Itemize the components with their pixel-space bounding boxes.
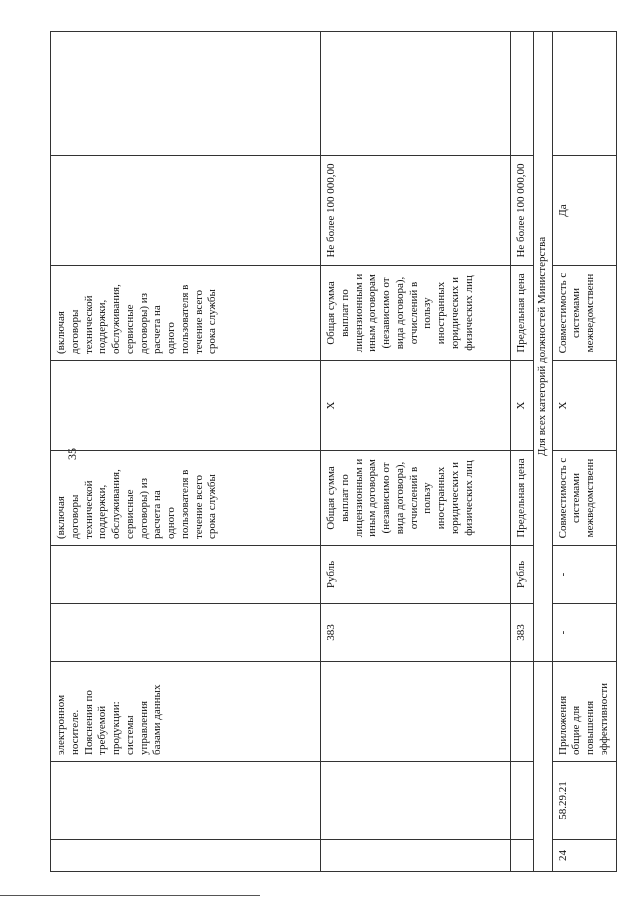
- cell-value: Не более 100 000,00: [511, 156, 534, 266]
- cell-mark: X: [321, 361, 511, 451]
- cell-unit: -: [552, 546, 616, 604]
- cell-mark: X: [552, 361, 616, 451]
- cell-mark: [51, 361, 321, 451]
- requirements-table: [50, 31, 617, 872]
- cell-char2: Предельная цена: [511, 266, 534, 361]
- cell-char: Общая сумма выплат по лицензионным и иным договорам (независимо от вида договора), отчислений в пользу иностранных юридических и физических лиц: [321, 451, 511, 546]
- category-header: Для всех категорий должностей Министерства: [533, 32, 552, 662]
- page-number: 35: [65, 448, 79, 460]
- table-row: [51, 32, 321, 872]
- cell-unit: Рубль: [321, 546, 511, 604]
- cell-value: [51, 156, 321, 266]
- table-row: [511, 32, 534, 872]
- footnote-separator: [0, 895, 260, 896]
- cell-unit: Рубль: [511, 546, 534, 604]
- cell-num: [321, 840, 511, 872]
- cell-code: 383: [321, 604, 511, 662]
- cell-char: Совместимость с системами межведомственн: [552, 451, 616, 546]
- rotated-table-wrapper: [50, 32, 610, 872]
- cell-name: [321, 662, 511, 762]
- cell-char: (включая договоры технической поддержки, обслуживания, сервисные договоры) из расчета на одного пользователя в течение всего срока службы: [51, 451, 321, 546]
- cell-extra: [511, 32, 534, 156]
- cell-num: [51, 840, 321, 872]
- cell-num: 24: [552, 840, 616, 872]
- cell-code: [51, 604, 321, 662]
- cell-extra: [321, 32, 511, 156]
- cell-code: 383: [511, 604, 534, 662]
- cell-name: Приложения общие для повышения эффективности: [552, 662, 616, 762]
- cell-extra: [552, 32, 616, 156]
- cell-name: [511, 662, 534, 762]
- cell-okpd: [321, 762, 511, 840]
- cell-extra: [51, 32, 321, 156]
- cell-okpd: [51, 762, 321, 840]
- table-row: [552, 32, 616, 872]
- cell-char2: (включая договоры технической поддержки, обслуживания, сервисные договоры) из расчета на одного пользователя в течение всего срока службы: [51, 266, 321, 361]
- cell-code: -: [552, 604, 616, 662]
- cell-okpd: 58.29.21: [552, 762, 616, 840]
- category-spacer: [533, 662, 552, 872]
- cell-mark: X: [511, 361, 534, 451]
- cell-char2: Совместимость с системами межведомственн: [552, 266, 616, 361]
- cell-num: [511, 840, 534, 872]
- cell-name: электронном носителе. Пояснения по требуемой продукции: системы управления базами данных: [51, 662, 321, 762]
- category-header-row: [533, 32, 552, 872]
- table-row: [321, 32, 511, 872]
- cell-value: Не более 100 000,00: [321, 156, 511, 266]
- cell-value: Да: [552, 156, 616, 266]
- cell-unit: [51, 546, 321, 604]
- cell-char2: Общая сумма выплат по лицензионным и иным договорам (независимо от вида договора), отчислений в пользу иностранных юридических и физических лиц: [321, 266, 511, 361]
- cell-okpd: [511, 762, 534, 840]
- cell-char: Предельная цена: [511, 451, 534, 546]
